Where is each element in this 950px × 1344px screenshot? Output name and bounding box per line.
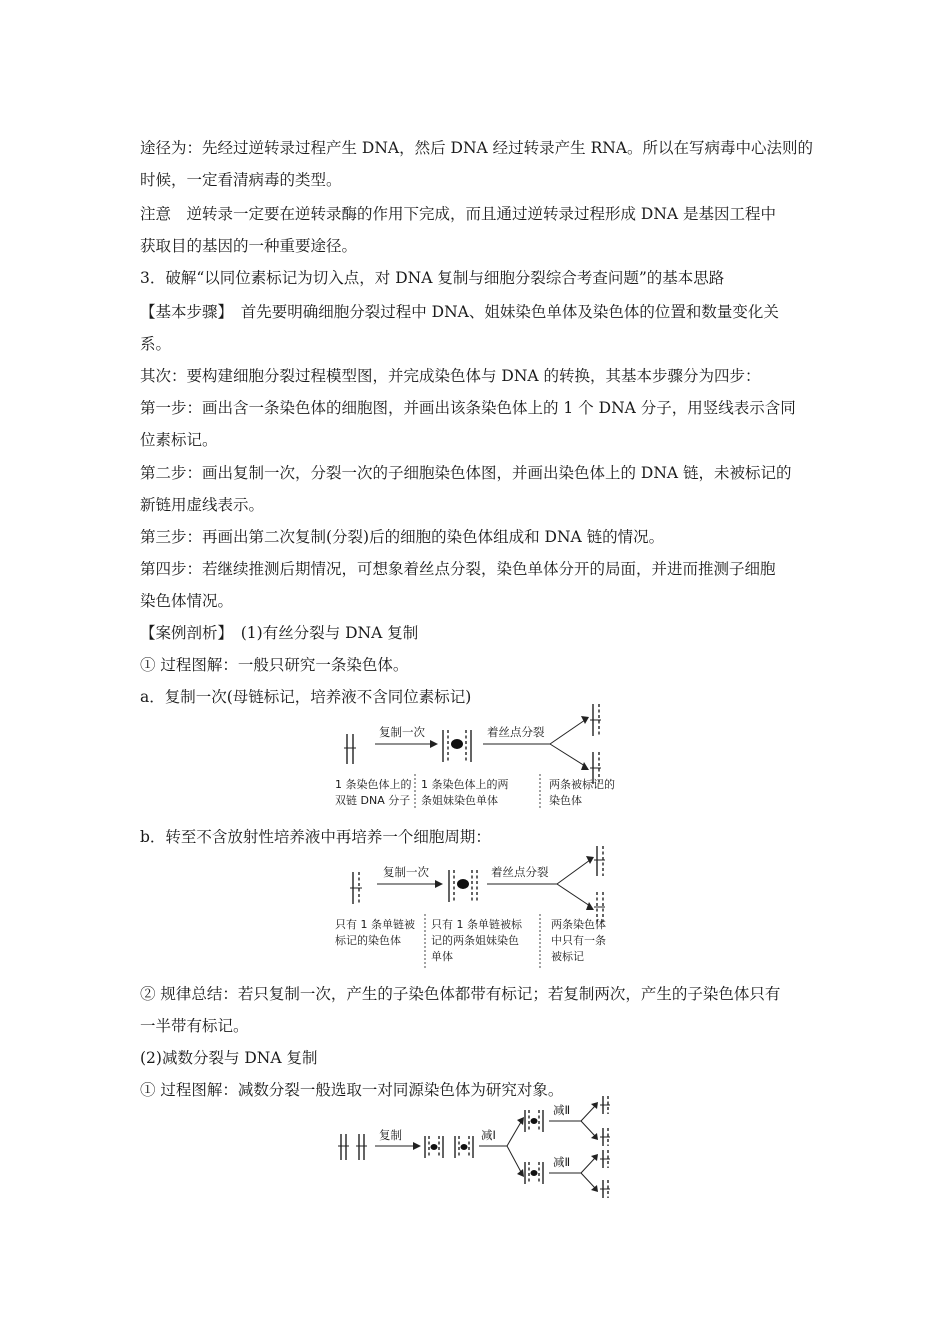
arrow-label: 着丝点分裂 (487, 725, 545, 739)
caption: 记的两条姐妹染色 (431, 934, 519, 947)
arrow-label: 复制一次 (383, 865, 429, 879)
arrow-label: 着丝点分裂 (491, 865, 549, 879)
diagram-c (335, 1096, 625, 1200)
caption: 两条染色体 (551, 918, 606, 931)
arrow-label: 复制 (379, 1128, 402, 1142)
caption: 中只有一条 (551, 934, 606, 947)
text-line: 新链用虚线表示。 (140, 496, 265, 514)
arrow-label: 减Ⅱ (553, 1155, 571, 1169)
text-line: ① 过程图解：一般只研究一条染色体。 (140, 656, 409, 674)
text-line: 时候，一定看清病毒的类型。 (140, 171, 342, 189)
caption: 被标记 (551, 950, 584, 963)
caption: 单体 (431, 950, 453, 963)
text-line: 第二步：画出复制一次，分裂一次的子细胞染色体图，并画出染色体上的 DNA 链，未被标记的 (140, 464, 792, 482)
text-line: 染色体情况。 (140, 592, 234, 610)
text-line: b．转至不含放射性培养液中再培养一个细胞周期： (140, 828, 491, 846)
text-line: 系。 (140, 335, 172, 353)
text-line: a．复制一次(母链标记，培养液不含同位素标记) (140, 688, 472, 706)
text-line: 【基本步骤】 首先要明确细胞分裂过程中 DNA、姐妹染色单体及染色体的位置和数量变化关 (140, 303, 779, 321)
caption: 条姐妹染色单体 (421, 794, 498, 807)
diagram-b (335, 842, 625, 970)
section-heading: 3．破解“以同位素标记为切入点，对 DNA 复制与细胞分裂综合考查问题”的基本思路 (140, 269, 725, 287)
caption: 标记的染色体 (335, 934, 401, 947)
text-line: 一半带有标记。 (140, 1017, 249, 1035)
text-line: (2)减数分裂与 DNA 复制 (140, 1049, 318, 1067)
text-line: 途径为：先经过逆转录过程产生 DNA，然后 DNA 经过转录产生 RNA。所以在写病毒中心法则的 (140, 139, 814, 157)
caption: 1 条染色体上的两 (421, 778, 509, 791)
text-line: 其次：要构建细胞分裂过程模型图，并完成染色体与 DNA 的转换，其基本步骤分为四步： (140, 367, 761, 385)
arrow-label: 减Ⅱ (553, 1103, 571, 1117)
caption: 双链 DNA 分子 (335, 794, 411, 807)
text-line: 第一步：画出含一条染色体的细胞图，并画出该条染色体上的 1 个 DNA 分子，用竖线表示含同 (140, 399, 796, 417)
text-line: 第四步：若继续推测后期情况，可想象着丝点分裂，染色单体分开的局面，并进而推测子细胞 (140, 560, 776, 578)
caption: 只有 1 条单链被标 (431, 918, 522, 931)
arrow-label: 减Ⅰ (481, 1128, 496, 1142)
caption: 1 条染色体上的 (335, 778, 412, 791)
caption: 染色体 (549, 794, 582, 807)
arrow-label: 复制一次 (379, 725, 425, 739)
text-line: ② 规律总结：若只复制一次，产生的子染色体都带有标记；若复制两次，产生的子染色体只有 (140, 985, 781, 1003)
caption: 只有 1 条单链被 (335, 918, 415, 931)
text-line: 位素标记。 (140, 431, 218, 449)
text-line: ① 过程图解：减数分裂一般选取一对同源染色体为研究对象。 (140, 1081, 564, 1099)
caption: 两条被标记的 (549, 778, 615, 791)
text-line: 获取目的基因的一种重要途径。 (140, 237, 358, 255)
diagram-a (335, 700, 625, 812)
text-line: 【案例剖析】 (1)有丝分裂与 DNA 复制 (140, 624, 419, 642)
text-line: 注意 逆转录一定要在逆转录酶的作用下完成，而且通过逆转录过程形成 DNA 是基因工程中 (140, 205, 777, 223)
text-line: 第三步：再画出第二次复制(分裂)后的细胞的染色体组成和 DNA 链的情况。 (140, 528, 665, 546)
